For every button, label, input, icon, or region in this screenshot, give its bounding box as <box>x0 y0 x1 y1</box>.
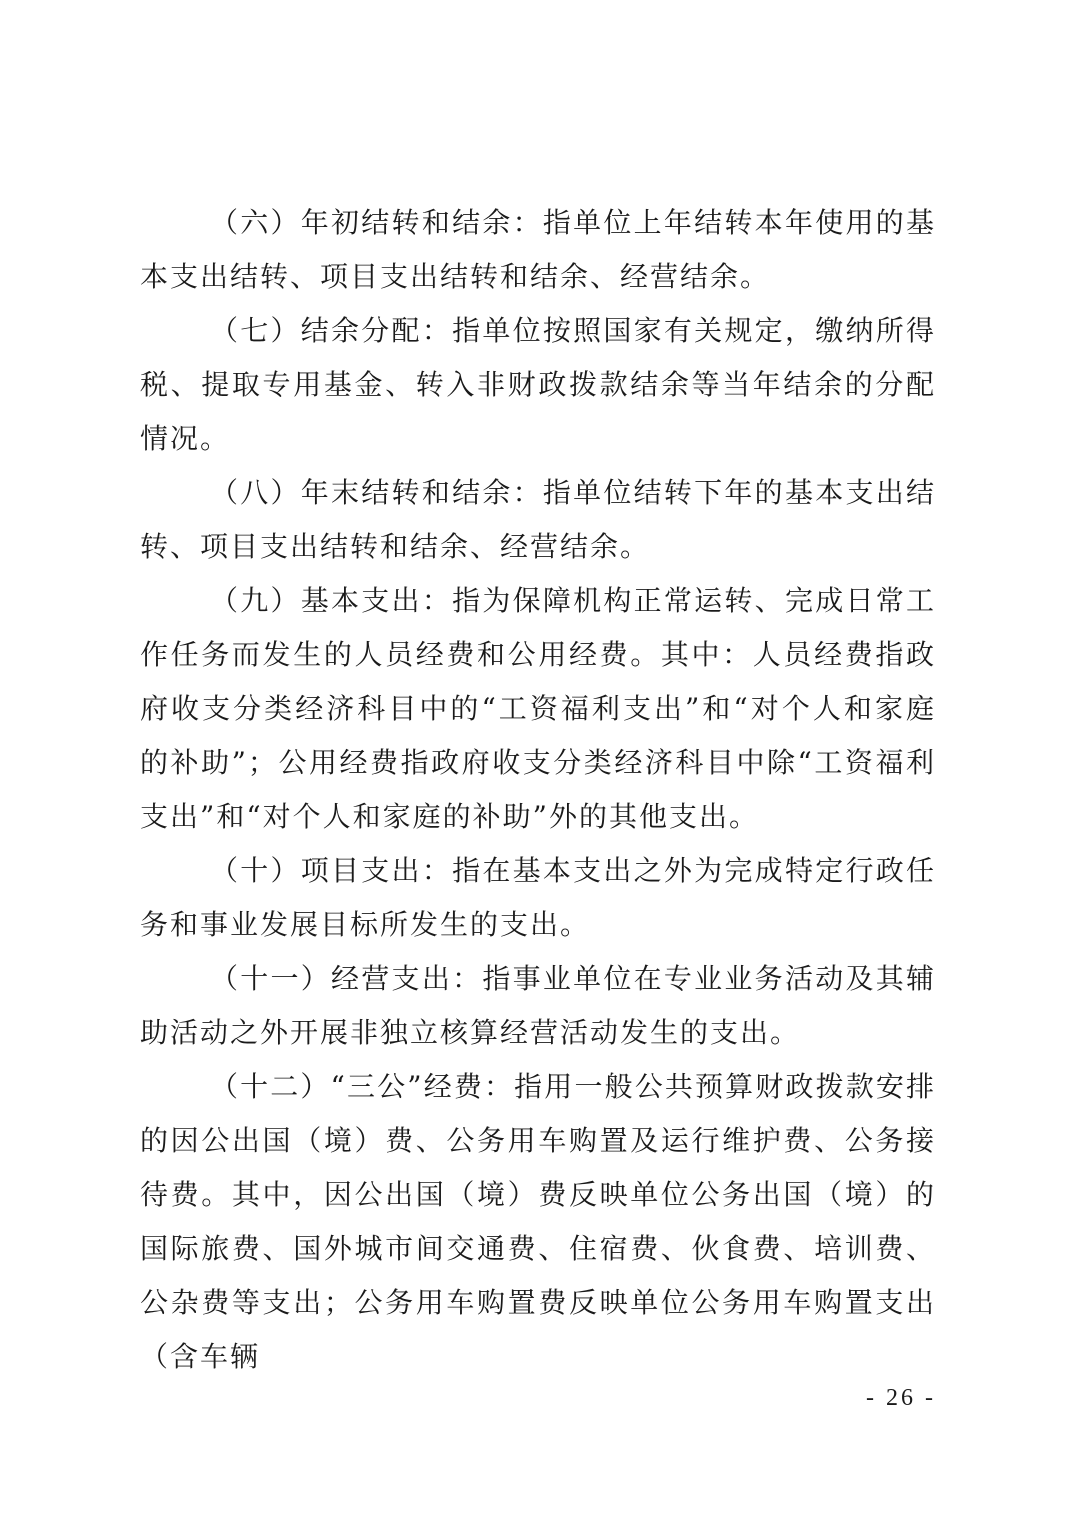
paragraph-three-public-expenses: （十二）“三公”经费：指用一般公共预算财政拨款安排的因公出国（境）费、公务用车购置及运行维护费、公务接待费。其中，因公出国（境）费反映单位公务出国（境）的国际旅费、国外城市间交通费、住宿费、伙食费、培训费、公杂费等支出；公务用车购置费反映单位公务用车购置支出（含车辆 <box>140 1070 936 1373</box>
paragraph-project-expenditure: （十）项目支出：指在基本支出之外为完成特定行政任务和事业发展目标所发生的支出。 <box>140 854 936 941</box>
document-body <box>140 196 936 1384</box>
paragraph-carryover-beginning: （六）年初结转和结余：指单位上年结转本年使用的基本支出结转、项目支出结转和结余、经营结余。 <box>140 206 936 293</box>
paragraph-basic-expenditure: （九）基本支出：指为保障机构正常运转、完成日常工作任务而发生的人员经费和公用经费。其中：人员经费指政府收支分类经济科目中的“工资福利支出”和“对个人和家庭的补助”；公用经费指政府收支分类经济科目中除“工资福利支出”和“对个人和家庭的补助”外的其他支出。 <box>140 584 936 833</box>
paragraph-carryover-end: （八）年末结转和结余：指单位结转下年的基本支出结转、项目支出结转和结余、经营结余。 <box>140 476 936 563</box>
paragraph-operating-expenditure: （十一）经营支出：指事业单位在专业业务活动及其辅助活动之外开展非独立核算经营活动发生的支出。 <box>140 962 936 1049</box>
page-number: - 26 - <box>866 1385 936 1411</box>
paragraph-surplus-distribution: （七）结余分配：指单位按照国家有关规定，缴纳所得税、提取专用基金、转入非财政拨款结余等当年结余的分配情况。 <box>140 314 936 455</box>
